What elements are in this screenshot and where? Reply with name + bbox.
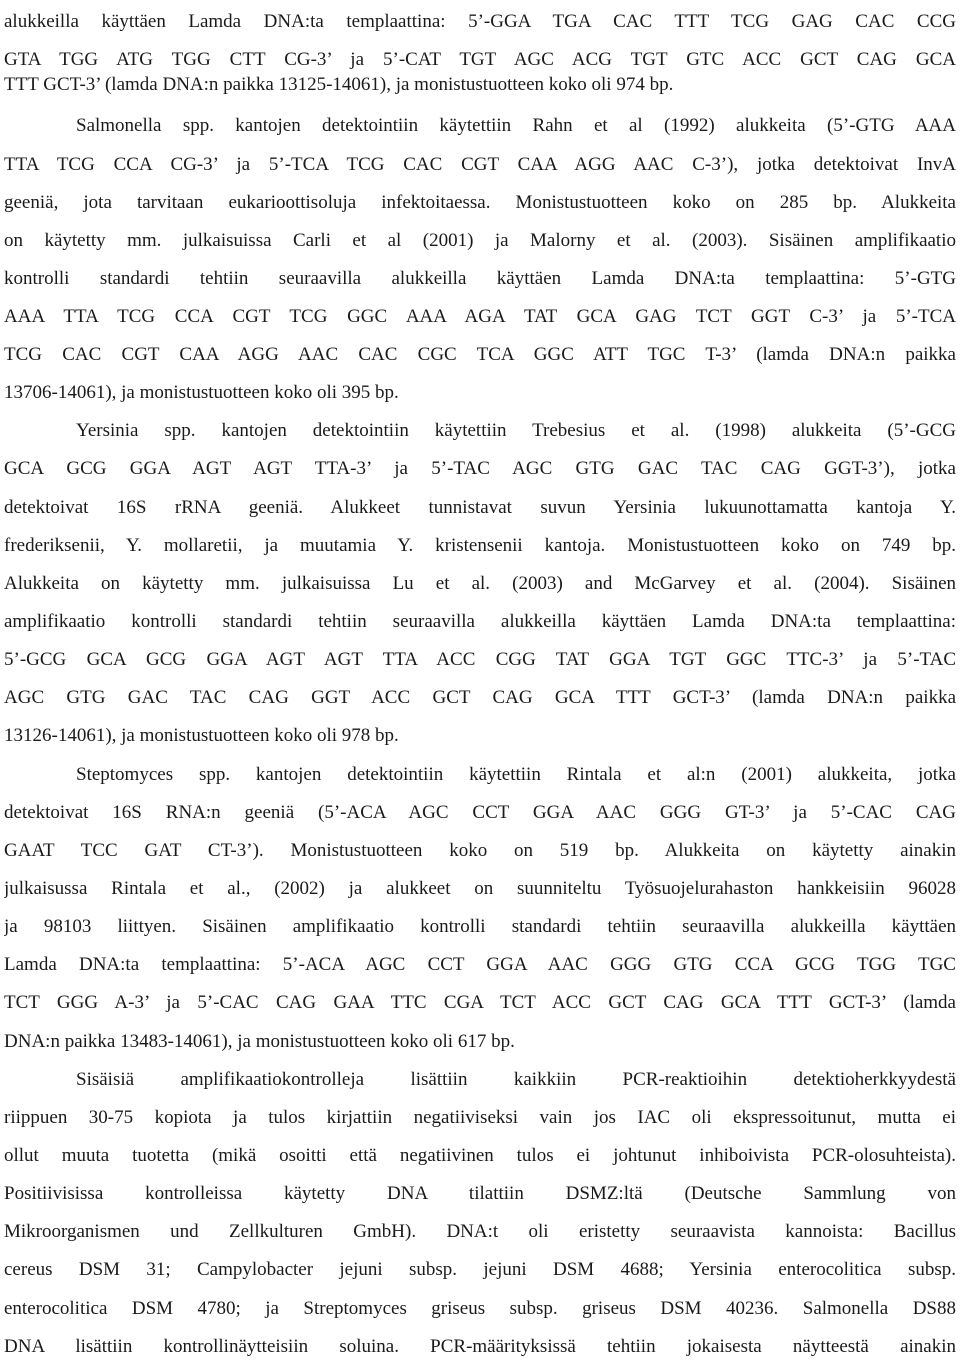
text-line: enterocolitica DSM 4780; ja Streptomyces griseus subsp. griseus DSM 40236. Salmonella DS88: [4, 1298, 956, 1319]
text-line: TTA TCG CCA CG-3’ ja 5’-TCA TCG CAC CGT CAA AGG AAC C-3’), jotka detektoivat InvA: [4, 154, 956, 175]
text-line: 13126-14061), ja monistustuotteen koko oli 978 bp.: [4, 725, 399, 746]
text-line: Sisäisiä amplifikaatiokontrolleja lisättiin kaikkiin PCR-reaktioihin detektioherkkyydestä: [76, 1069, 956, 1090]
text-line: 5’-GCG GCA GCG GGA AGT AGT TTA ACC CGG TAT GGA TGT GGC TTC-3’ ja 5’-TAC: [4, 649, 956, 670]
text-line: Lamda DNA:ta templaattina: 5’-ACA AGC CCT GGA AAC GGG GTG CCA GCG TGG TGC: [4, 954, 956, 975]
text-line: Positiivisissa kontrolleissa käytetty DNA tilattiin DSMZ:ltä (Deutsche Sammlung von: [4, 1183, 956, 1204]
text-line: AAA TTA TCG CCA CGT TCG GGC AAA AGA TAT GCA GAG TCT GGT C-3’ ja 5’-TCA: [4, 306, 956, 327]
text-line: Steptomyces spp. kantojen detektointiin käytettiin Rintala et al:n (2001) alukkeita, jotka: [76, 764, 956, 785]
text-line: julkaisussa Rintala et al., (2002) ja alukkeet on suunniteltu Työsuojelurahaston hankkeisiin 96028: [4, 878, 956, 899]
text-line: TCT GGG A-3’ ja 5’-CAC CAG GAA TTC CGA TCT ACC GCT CAG GCA TTT GCT-3’ (lamda: [4, 992, 956, 1013]
text-line: Yersinia spp. kantojen detektointiin käytettiin Trebesius et al. (1998) alukkeita (5’-GCG: [76, 420, 956, 441]
text-line: GCA GCG GGA AGT AGT TTA-3’ ja 5’-TAC AGC GTG GAC TAC CAG GGT-3’), jotka: [4, 458, 956, 479]
text-line: geeniä, jota tarvitaan eukarioottisoluja infektoitaessa. Monistustuotteen koko on 285 bp. Alukkeita: [4, 192, 956, 213]
text-line: GAAT TCC GAT CT-3’). Monistustuotteen koko on 519 bp. Alukkeita on käytetty ainakin: [4, 840, 956, 861]
text-line: ollut muuta tuotetta (mikä osoitti että negatiivinen tulos ei johtunut inhiboivista PCR-olosuhteista).: [4, 1145, 956, 1166]
text-line: alukkeilla käyttäen Lamda DNA:ta templaattina: 5’-GGA TGA CAC TTT TCG GAG CAC CCG: [4, 11, 956, 32]
text-line: 13706-14061), ja monistustuotteen koko oli 395 bp.: [4, 382, 399, 403]
text-line: DNA:n paikka 13483-14061), ja monistustuotteen koko oli 617 bp.: [4, 1031, 515, 1052]
text-line: TTT GCT-3’ (lamda DNA:n paikka 13125-14061), ja monistustuotteen koko oli 974 bp.: [4, 74, 674, 95]
text-line: riippuen 30-75 kopiota ja tulos kirjattiin negatiiviseksi vain jos IAC oli ekspressoitunut, mutta ei: [4, 1107, 956, 1128]
text-line: Mikroorganismen und Zellkulturen GmbH). DNA:t oli eristetty seuraavista kannoista: Bacillus: [4, 1221, 956, 1242]
text-line: detektoivat 16S RNA:n geeniä (5’-ACA AGC CCT GGA AAC GGG GT-3’ ja 5’-CAC CAG: [4, 802, 956, 823]
text-line: DNA lisättiin kontrollinäytteisiin soluina. PCR-määrityksissä tehtiin jokaisesta näytteestä ainakin: [4, 1336, 956, 1357]
text-line: on käytetty mm. julkaisuissa Carli et al (2001) ja Malorny et al. (2003). Sisäinen amplifikaatio: [4, 230, 956, 251]
text-line: Salmonella spp. kantojen detektointiin käytettiin Rahn et al (1992) alukkeita (5’-GTG AAA: [76, 115, 956, 136]
text-line: AGC GTG GAC TAC CAG GGT ACC GCT CAG GCA TTT GCT-3’ (lamda DNA:n paikka: [4, 687, 956, 708]
text-line: detektoivat 16S rRNA geeniä. Alukkeet tunnistavat suvun Yersinia lukuunottamatta kantoja Y.: [4, 497, 956, 518]
text-line: frederiksenii, Y. mollaretii, ja muutamia Y. kristensenii kantoja. Monistustuotteen koko on 749 bp.: [4, 535, 956, 556]
text-line: amplifikaatio kontrolli standardi tehtiin seuraavilla alukkeilla käyttäen Lamda DNA:ta templaattina:: [4, 611, 956, 632]
text-line: GTA TGG ATG TGG CTT CG-3’ ja 5’-CAT TGT AGC ACG TGT GTC ACC GCT CAG GCA: [4, 49, 956, 70]
text-line: ja 98103 liittyen. Sisäinen amplifikaatio kontrolli standardi tehtiin seuraavilla alukkeilla käyttäen: [4, 916, 956, 937]
text-line: cereus DSM 31; Campylobacter jejuni subsp. jejuni DSM 4688; Yersinia enterocolitica subsp.: [4, 1259, 956, 1280]
text-line: TCG CAC CGT CAA AGG AAC CAC CGC TCA GGC ATT TGC T-3’ (lamda DNA:n paikka: [4, 344, 956, 365]
text-line: kontrolli standardi tehtiin seuraavilla alukkeilla käyttäen Lamda DNA:ta templaattina: 5’-GTG: [4, 268, 956, 289]
text-line: Alukkeita on käytetty mm. julkaisuissa Lu et al. (2003) and McGarvey et al. (2004). Sisäinen: [4, 573, 956, 594]
